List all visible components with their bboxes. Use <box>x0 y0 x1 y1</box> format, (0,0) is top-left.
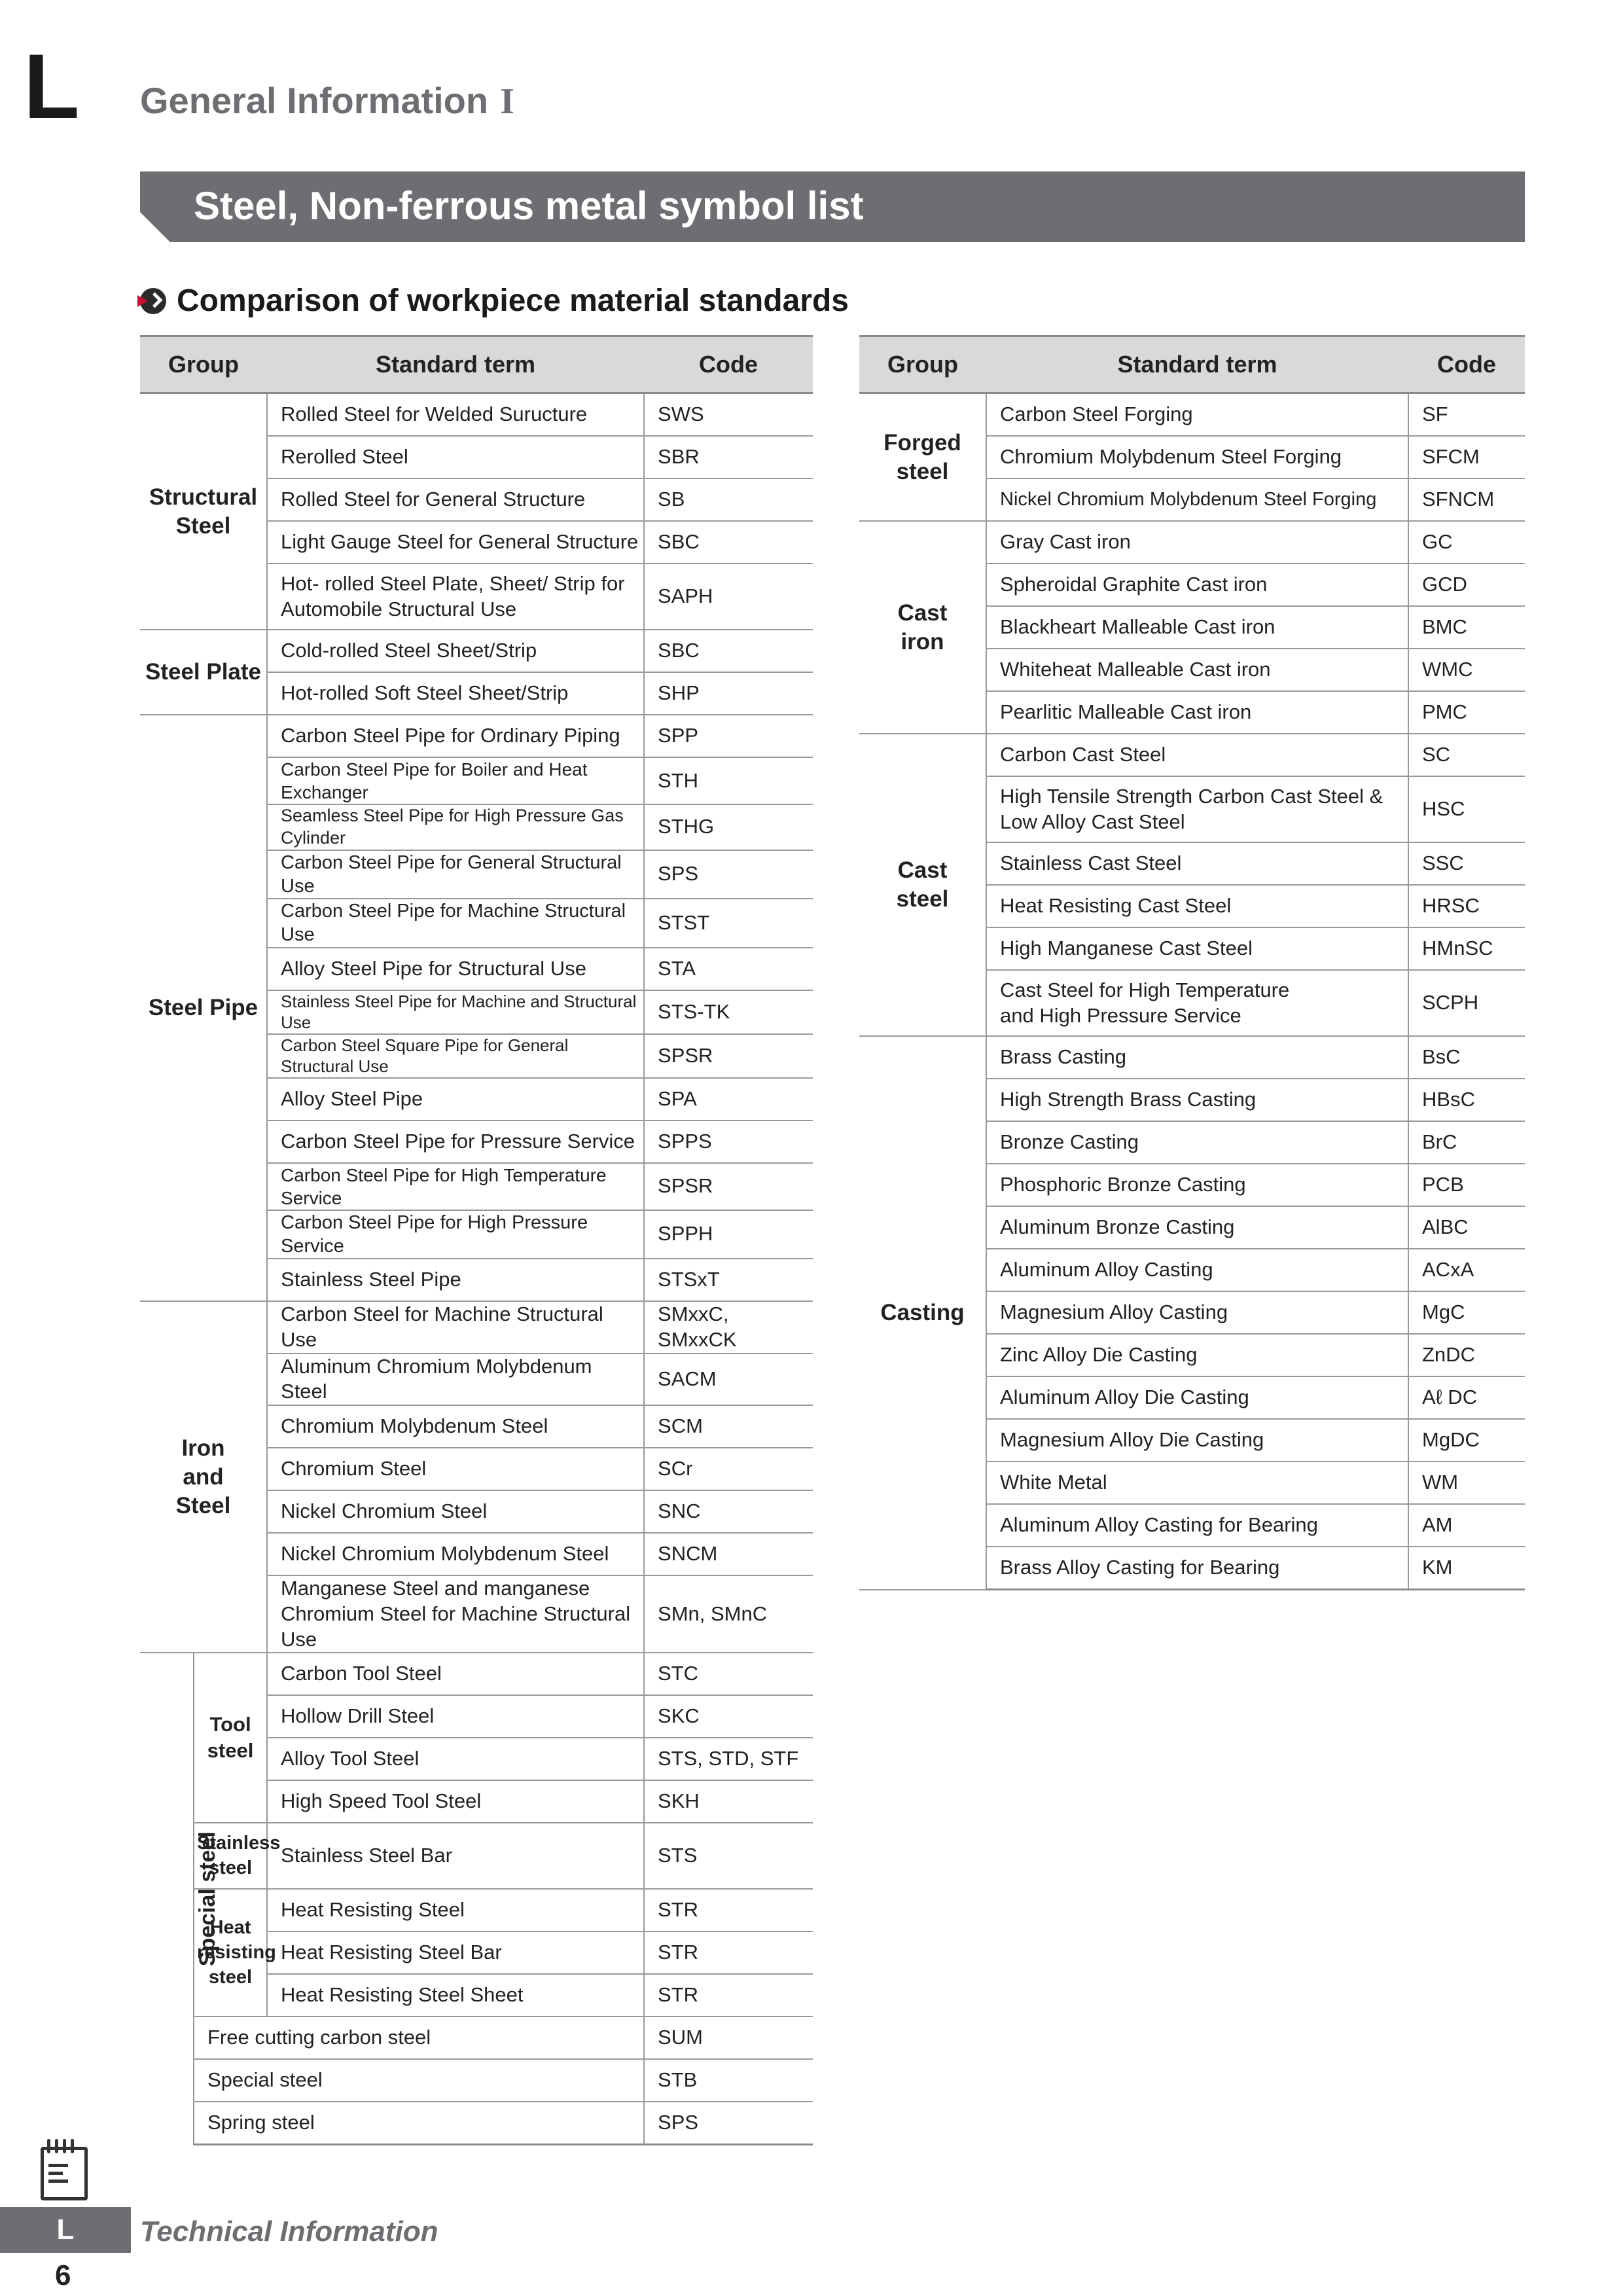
subsection-title: Comparison of workpiece material standards <box>177 283 849 318</box>
term-cell: Whiteheat Malleable Cast iron <box>986 649 1408 691</box>
chapter-letter: L <box>24 35 80 137</box>
term-cell: Carbon Steel Square Pipe for General Structural Use <box>267 1034 644 1078</box>
term-cell: Blackheart Malleable Cast iron <box>986 606 1408 649</box>
table-row <box>140 2059 813 2102</box>
code-cell: BrC <box>1408 1121 1525 1164</box>
term-cell: Cold-rolled Steel Sheet/Strip <box>267 630 644 672</box>
table-row <box>140 1823 813 1889</box>
group-casting: Casting <box>859 1036 986 1590</box>
group-cast-steel <box>859 734 986 1036</box>
term-cell: Hot-rolled Soft Steel Sheet/Strip <box>267 672 644 715</box>
col-header-term: Standard term <box>986 336 1408 393</box>
code-cell: SF <box>1408 393 1525 437</box>
term-cell: Hollow Drill Steel <box>267 1695 644 1738</box>
code-cell: HRSC <box>1408 885 1525 927</box>
code-cell: SPPS <box>644 1121 813 1163</box>
term-cell: Nickel Chromium Molybdenum Steel <box>267 1533 644 1575</box>
code-cell: SC <box>1408 734 1525 776</box>
term-cell: Carbon Steel Pipe for Machine Structural Use <box>267 899 644 948</box>
term-cell: Chromium Molybdenum Steel Forging <box>986 436 1408 478</box>
col-header-code: Code <box>1408 336 1525 393</box>
code-cell: Aℓ DC <box>1408 1376 1525 1419</box>
term-cell: Gray Cast iron <box>986 521 1408 564</box>
term-cell: Carbon Steel Pipe for Pressure Service <box>267 1121 644 1163</box>
code-cell: SCM <box>644 1405 813 1448</box>
notepad-line <box>48 2179 68 2183</box>
table-row <box>859 1036 1525 1079</box>
code-cell: SPA <box>644 1078 813 1121</box>
term-cell: Stainless Steel Pipe for Machine and Structural Use <box>267 990 644 1034</box>
term-cell: Carbon Steel Pipe for High Temperature Service <box>267 1163 644 1210</box>
term-cell: Heat Resisting Steel <box>267 1889 644 1931</box>
term-cell: Hot- rolled Steel Plate, Sheet/ Strip for Automobile Structural Use <box>267 564 644 630</box>
code-cell: STR <box>644 1974 813 2017</box>
notepad-icon <box>37 2135 89 2200</box>
arrow-bullet-icon <box>140 288 166 314</box>
term-cell: Aluminum Alloy Casting for Bearing <box>986 1504 1408 1547</box>
code-cell: WM <box>1408 1462 1525 1504</box>
term-cell: Aluminum Bronze Casting <box>986 1206 1408 1249</box>
code-cell: SCPH <box>1408 970 1525 1036</box>
code-cell: SBR <box>644 436 813 478</box>
subgroup-heat-resisting-steel: Heat resisting steel <box>194 1889 267 2017</box>
code-cell: GCD <box>1408 564 1525 606</box>
code-cell: KM <box>1408 1547 1525 1590</box>
code-cell: STH <box>644 757 813 804</box>
group-forged-steel-label: Forged steel <box>883 429 961 484</box>
term-cell: Heat Resisting Steel Bar <box>267 1931 644 1974</box>
term-cell: Pearlitic Malleable Cast iron <box>986 691 1408 734</box>
code-cell: STS, STD, STF <box>644 1738 813 1780</box>
code-cell: SCr <box>644 1448 813 1490</box>
code-cell: SFNCM <box>1408 478 1525 521</box>
table-row <box>859 393 1525 437</box>
term-cell: Alloy Steel Pipe <box>267 1078 644 1121</box>
table-row <box>140 630 813 672</box>
term-cell: Chromium Molybdenum Steel <box>267 1405 644 1448</box>
term-cell: High Manganese Cast Steel <box>986 927 1408 970</box>
code-cell: STR <box>644 1931 813 1974</box>
page-title <box>140 82 514 120</box>
term-cell: Cast Steel for High Temperature and High Pressure Service <box>986 970 1408 1036</box>
term-cell: Zinc Alloy Die Casting <box>986 1334 1408 1376</box>
code-cell: SKH <box>644 1780 813 1823</box>
code-cell: STS <box>644 1823 813 1889</box>
term-cell: Carbon Steel Pipe for General Structural Use <box>267 850 644 899</box>
term-cell: Rolled Steel for Welded Suructure <box>267 393 644 437</box>
group-structural-steel: Structural Steel <box>140 393 267 630</box>
term-cell: Heat Resisting Cast Steel <box>986 885 1408 927</box>
col-header-code: Code <box>644 336 813 393</box>
code-cell: GC <box>1408 521 1525 564</box>
notepad-ring <box>71 2139 74 2153</box>
group-iron-and-steel-label: Iron and Steel <box>175 1435 231 1518</box>
subgroup-tool-steel: Tool steel <box>194 1653 267 1823</box>
term-cell: Magnesium Alloy Casting <box>986 1291 1408 1334</box>
code-cell: SHP <box>644 672 813 715</box>
code-cell: SPS <box>644 850 813 899</box>
term-cell: Special steel <box>194 2059 644 2102</box>
code-cell: SUM <box>644 2017 813 2059</box>
code-cell: SBC <box>644 630 813 672</box>
term-cell: High Strength Brass Casting <box>986 1079 1408 1121</box>
code-cell: SB <box>644 478 813 521</box>
right-standards-table <box>859 335 1525 1590</box>
term-cell: Heat Resisting Steel Sheet <box>267 1974 644 2017</box>
code-cell: SKC <box>644 1695 813 1738</box>
term-cell: Brass Alloy Casting for Bearing <box>986 1547 1408 1590</box>
left-standards-table <box>140 335 813 2145</box>
term-cell: White Metal <box>986 1462 1408 1504</box>
code-cell: HMnSC <box>1408 927 1525 970</box>
group-cast-steel-label: Cast steel <box>896 857 949 912</box>
notepad-line <box>48 2172 63 2175</box>
code-cell: MgDC <box>1408 1419 1525 1462</box>
col-header-group: Group <box>859 336 986 393</box>
term-cell: Phosphoric Bronze Casting <box>986 1164 1408 1206</box>
table-row <box>859 521 1525 564</box>
code-cell: STC <box>644 1653 813 1695</box>
page-title-roman: I <box>500 81 514 122</box>
term-cell: High Tensile Strength Carbon Cast Steel & Low Alloy Cast Steel <box>986 776 1408 842</box>
code-cell: SBC <box>644 521 813 564</box>
table-header-row <box>140 336 813 393</box>
code-cell: SPP <box>644 715 813 757</box>
notepad-body <box>41 2147 88 2200</box>
table-row <box>140 2102 813 2145</box>
term-cell: Rolled Steel for General Structure <box>267 478 644 521</box>
group-steel-pipe: Steel Pipe <box>140 715 267 1301</box>
code-cell: ZnDC <box>1408 1334 1525 1376</box>
term-cell: Stainless Steel Bar <box>267 1823 644 1889</box>
table-row <box>140 2017 813 2059</box>
code-cell: PCB <box>1408 1164 1525 1206</box>
subgroup-stainless-steel: Stainless steel <box>194 1823 267 1889</box>
code-cell: STS-TK <box>644 990 813 1034</box>
term-cell: Brass Casting <box>986 1036 1408 1079</box>
code-cell: WMC <box>1408 649 1525 691</box>
code-cell: AM <box>1408 1504 1525 1547</box>
code-cell: STHG <box>644 804 813 850</box>
section-banner <box>140 171 1525 242</box>
term-cell: Spheroidal Graphite Cast iron <box>986 564 1408 606</box>
footer-label: Technical Information <box>140 2215 438 2248</box>
code-cell: SPPH <box>644 1210 813 1259</box>
code-cell: STR <box>644 1889 813 1931</box>
code-cell: STA <box>644 948 813 990</box>
col-header-group: Group <box>140 336 267 393</box>
code-cell: SACM <box>644 1354 813 1406</box>
term-cell: Rerolled Steel <box>267 436 644 478</box>
group-steel-plate: Steel Plate <box>140 630 267 715</box>
group-forged-steel <box>859 393 986 522</box>
term-cell: Carbon Tool Steel <box>267 1653 644 1695</box>
term-cell: High Speed Tool Steel <box>267 1780 644 1823</box>
col-header-term: Standard term <box>267 336 644 393</box>
term-cell: Bronze Casting <box>986 1121 1408 1164</box>
term-cell: Alloy Steel Pipe for Structural Use <box>267 948 644 990</box>
code-cell: SPS <box>644 2102 813 2145</box>
notepad-ring <box>47 2139 50 2153</box>
group-cast-iron-label: Cast iron <box>897 600 948 655</box>
table-row <box>140 1653 813 1695</box>
term-cell: Seamless Steel Pipe for High Pressure Gas Cylinder <box>267 804 644 850</box>
code-cell: STB <box>644 2059 813 2102</box>
code-cell: HBsC <box>1408 1079 1525 1121</box>
table-header-row <box>859 336 1525 393</box>
code-cell: SAPH <box>644 564 813 630</box>
term-cell: Carbon Steel Pipe for High Pressure Service <box>267 1210 644 1259</box>
notepad-ring <box>63 2139 66 2153</box>
term-cell: Aluminum Alloy Die Casting <box>986 1376 1408 1419</box>
page-title-text: General Information <box>140 80 489 121</box>
code-cell: SNCM <box>644 1533 813 1575</box>
code-cell: SSC <box>1408 842 1525 885</box>
term-cell: Nickel Chromium Molybdenum Steel Forging <box>986 478 1408 521</box>
banner-title: Steel, Non-ferrous metal symbol list <box>194 184 864 228</box>
group-cast-iron <box>859 521 986 734</box>
code-cell: STSxT <box>644 1259 813 1301</box>
term-cell: Stainless Steel Pipe <box>267 1259 644 1301</box>
code-cell: SPSR <box>644 1034 813 1078</box>
notepad-ring <box>55 2139 58 2153</box>
code-cell: BsC <box>1408 1036 1525 1079</box>
term-cell: Stainless Cast Steel <box>986 842 1408 885</box>
term-cell: Spring steel <box>194 2102 644 2145</box>
code-cell: MgC <box>1408 1291 1525 1334</box>
term-cell: Carbon Steel Forging <box>986 393 1408 437</box>
term-cell: Alloy Tool Steel <box>267 1738 644 1780</box>
code-cell: SMxxC, SMxxCK <box>644 1301 813 1354</box>
code-cell: SMn, SMnC <box>644 1575 813 1653</box>
notepad-line <box>48 2164 68 2167</box>
footer-chapter-letter: L <box>56 2214 75 2246</box>
code-cell: SWS <box>644 393 813 437</box>
term-cell: Carbon Steel Pipe for Ordinary Piping <box>267 715 644 757</box>
code-cell: ACxA <box>1408 1249 1525 1291</box>
banner-corner-cut <box>140 212 170 242</box>
group-special-steel <box>140 1653 220 2145</box>
term-cell: Manganese Steel and manganese Chromium Steel for Machine Structural Use <box>267 1575 644 1653</box>
code-cell: SFCM <box>1408 436 1525 478</box>
term-cell: Magnesium Alloy Die Casting <box>986 1419 1408 1462</box>
code-cell: AlBC <box>1408 1206 1525 1249</box>
table-row <box>140 1301 813 1354</box>
term-cell: Aluminum Alloy Casting <box>986 1249 1408 1291</box>
code-cell: HSC <box>1408 776 1525 842</box>
table-row <box>859 734 1525 776</box>
term-cell: Free cutting carbon steel <box>194 2017 644 2059</box>
code-cell: PMC <box>1408 691 1525 734</box>
table-row <box>140 393 813 437</box>
group-special-steel-label: Special steel <box>194 1831 220 1967</box>
code-cell: SPSR <box>644 1163 813 1210</box>
code-cell: SNC <box>644 1490 813 1533</box>
page-number: 6 <box>55 2259 71 2291</box>
term-cell: Carbon Cast Steel <box>986 734 1408 776</box>
table-row <box>140 715 813 757</box>
group-iron-and-steel <box>140 1301 267 1653</box>
term-cell: Light Gauge Steel for General Structure <box>267 521 644 564</box>
subsection-heading <box>140 283 849 319</box>
term-cell: Chromium Steel <box>267 1448 644 1490</box>
term-cell: Aluminum Chromium Molybdenum Steel <box>267 1354 644 1406</box>
code-cell: STST <box>644 899 813 948</box>
table-row <box>140 1889 813 1931</box>
term-cell: Carbon Steel for Machine Structural Use <box>267 1301 644 1354</box>
term-cell: Nickel Chromium Steel <box>267 1490 644 1533</box>
code-cell: BMC <box>1408 606 1525 649</box>
term-cell: Carbon Steel Pipe for Boiler and Heat Exchanger <box>267 757 644 804</box>
